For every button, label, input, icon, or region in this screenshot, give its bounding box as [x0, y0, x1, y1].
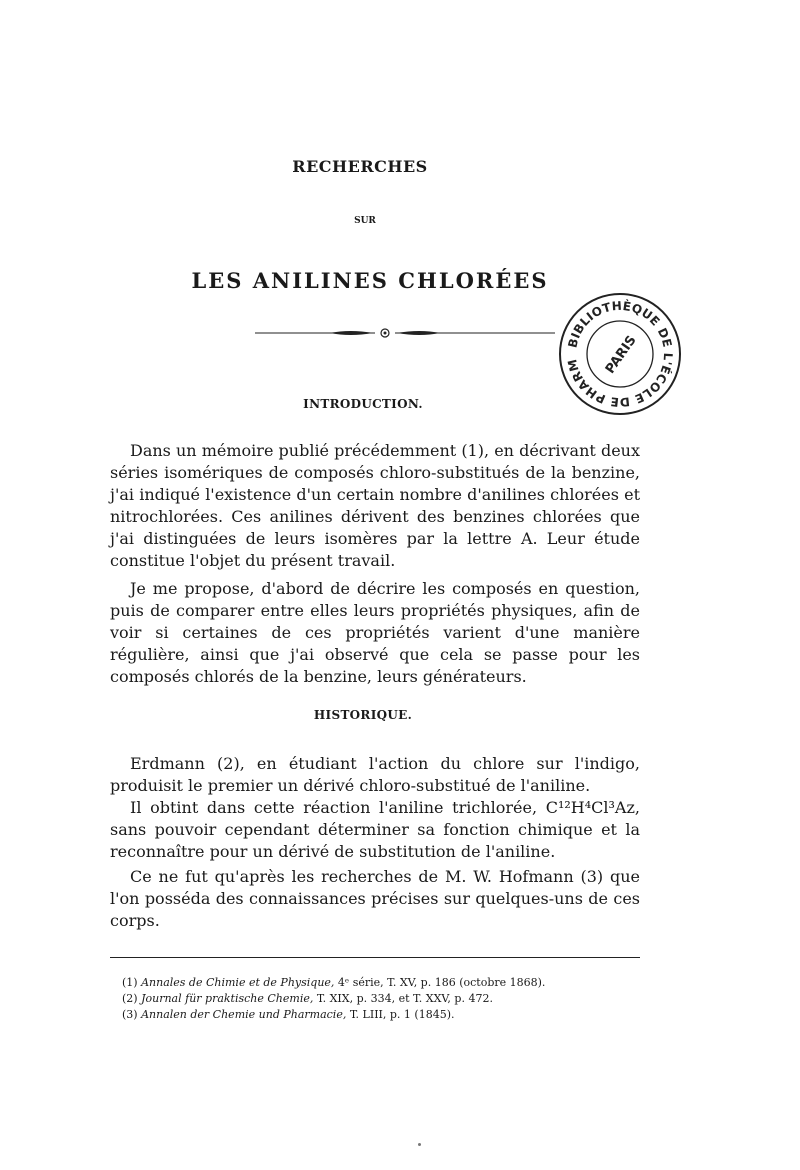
- footnote-source: Journal für praktische Chemie,: [141, 992, 314, 1005]
- paragraph: Erdmann (2), en étudiant l'action du chlore sur l'indigo, produisit le premier un dérivé chloro-substitué de l'aniline.: [110, 754, 640, 795]
- paragraph: Je me propose, d'abord de décrire les composés en question, puis de comparer entre elles leurs propriétés physiques, afin de voir si certaines de ces propriétés varient d'une manière régulière, ainsi que j'ai observé que cela se passe pour les composés chlorés de la benzine, leurs générateurs.: [110, 579, 640, 686]
- paragraph: Ce ne fut qu'après les recherches de M. W. Hofmann (3) que l'on posséda des connaissances précises sur quelques-uns de ces corps.: [110, 867, 640, 930]
- footnote-reference: 4ᵉ série, T. XV, p. 186 (octobre 1868).: [334, 976, 546, 989]
- footnotes: [122, 975, 622, 1023]
- stamp-ring-text: BIBLIOTHÈQUE DE L'ÉCOLE DE PHARM: [565, 298, 676, 410]
- ornament-divider: [255, 326, 555, 340]
- footnote-number: (3): [122, 1008, 138, 1021]
- footnote-2: [122, 991, 622, 1007]
- footnote-number: (1): [122, 976, 138, 989]
- footnote-source: Annales de Chimie et de Physique,: [141, 976, 335, 989]
- section-historique: HISTORIQUE.: [313, 708, 413, 722]
- stamp-seal-icon: [556, 290, 684, 418]
- footnote-number: (2): [122, 992, 138, 1005]
- stamp-center-text: PARIS: [602, 333, 640, 377]
- footnote-reference: T. XIX, p. 334, et T. XXV, p. 472.: [313, 992, 493, 1005]
- library-stamp: [556, 290, 684, 418]
- page-speck: [418, 1143, 421, 1146]
- footnote-3: [122, 1007, 622, 1023]
- footnote-reference: T. LIII, p. 1 (1845).: [346, 1008, 455, 1021]
- paragraph: Dans un mémoire publié précédemment (1), en décrivant deux séries isomériques de composés chloro-substitués de la benzine, j'ai indiqué l'existence d'un certain nombre d'anilines chlorées et nitrochlorées. Ces anilines dérivent des benzines chlorées que j'ai distinguées de leurs isomères par la lettre A. Leur étude constitue l'objet du présent travail.: [110, 441, 640, 570]
- paragraph: Il obtint dans cette réaction l'aniline trichlorée, C¹²H⁴Cl³Az, sans pouvoir cependant déterminer sa fonction chimique et la reconnaître pour un dérivé de substitution de l'aniline.: [110, 798, 640, 861]
- document-subject: LES ANILINES CHLORÉES: [191, 268, 549, 293]
- footnote-source: Annalen der Chemie und Pharmacie,: [141, 1008, 347, 1021]
- section-introduction: INTRODUCTION.: [303, 397, 423, 411]
- document-title: RECHERCHES: [292, 157, 428, 176]
- footnote-divider: [110, 957, 640, 958]
- footnote-1: [122, 975, 622, 991]
- title-connector: SUR: [354, 216, 376, 226]
